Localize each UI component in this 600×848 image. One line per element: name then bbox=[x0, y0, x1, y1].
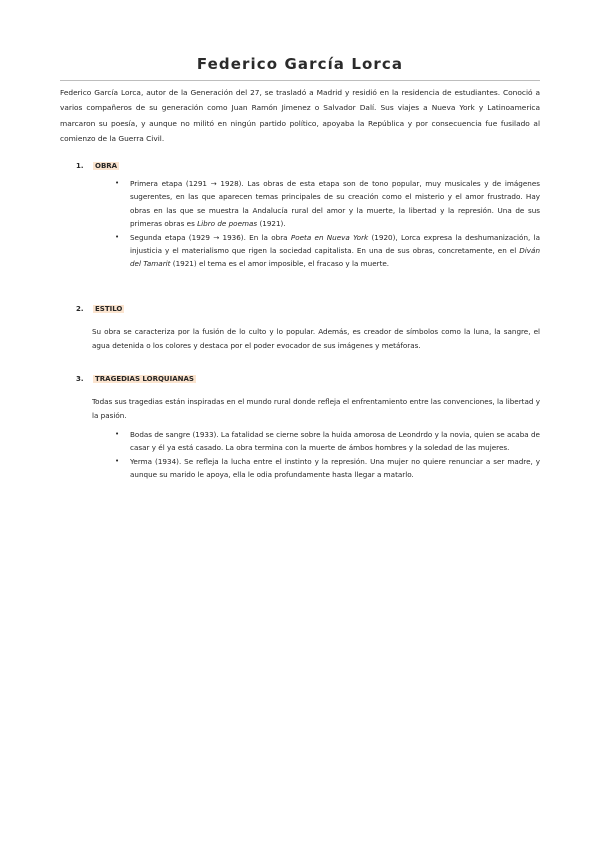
work-title: Poeta en Nueva York bbox=[290, 232, 369, 242]
bullet-lead: Yerma (1934). bbox=[130, 457, 182, 467]
intro-paragraph: Federico García Lorca, autor de la Generación del 27, se trasladó a Madrid y residió en la residencia de estudiantes. Conoció a varios compañeros de su generación como Juan Ramón Jimenez o Salvador Dalí. Sus viajes a Nueva York y Latinoamerica marcaron su poesía, y aunque no militó en ningún partido político, apoyaba la República y por consecuencia fue fusilado al comienzo de la Guerra Civil. bbox=[60, 88, 540, 143]
work-title: Diván del Tamarit bbox=[130, 245, 540, 269]
bullet-icon: • bbox=[115, 430, 120, 438]
bullet-icon: • bbox=[115, 232, 120, 241]
bullet-lead: Segunda etapa (1929 → 1936). bbox=[130, 232, 246, 242]
estilo-paragraph: Su obra se caracteriza por la fusión de lo culto y lo popular. Además, es creador de símbolos como la luna, la sangre, el agua detenida o los colores y destaca por el poder evocador de sus imágenes y metáforas. bbox=[92, 327, 540, 350]
list-item bbox=[115, 428, 540, 455]
section-label: ESTILO bbox=[95, 305, 123, 313]
tragedias-bullet-list bbox=[115, 428, 540, 482]
section-number: 1. bbox=[76, 162, 84, 170]
section-number: 3. bbox=[76, 375, 84, 383]
bullet-text: En la obra bbox=[245, 232, 291, 242]
section-label: TRAGEDIAS LORQUIANAS bbox=[95, 375, 194, 383]
list-item bbox=[115, 231, 540, 271]
obra-bullet-list bbox=[115, 177, 540, 271]
tragedias-paragraph: Todas sus tragedias están inspiradas en el mundo rural donde refleja el enfrentamiento entre las convenciones, la libertad y la pasión. bbox=[92, 397, 540, 420]
bullet-text: La fatalidad se cierne sobre la huida amorosa de Leondrdo y la novia, quien se acaba de casar y él ya está casado. La obra termina con la muerte de ámbos hombres y la soledad de las mujeres. bbox=[130, 430, 540, 453]
bullet-lead: Bodas de sangre (1933). bbox=[130, 430, 219, 439]
bullet-text: Se refleja la lucha entre el instinto y la represión. Una mujer no quiere renunciar a ser madre, y aunque su marido le apoya, ella le odia profundamente hasta llegar a matarlo. bbox=[130, 457, 540, 480]
bullet-text: (1921). bbox=[257, 218, 286, 228]
bullet-lead: Primera etapa (1291 → 1928). bbox=[130, 179, 244, 188]
work-title: Libro de poemas bbox=[197, 218, 258, 228]
bullet-text: (1921) el tema es el amor imposible, el fracaso y la muerte. bbox=[170, 259, 390, 269]
section-heading-tragedias bbox=[76, 375, 196, 383]
section-label: OBRA bbox=[95, 162, 118, 170]
page-title: Federico García Lorca bbox=[196, 55, 404, 73]
list-item bbox=[115, 455, 540, 482]
section-heading-estilo bbox=[76, 305, 124, 313]
bullet-icon: • bbox=[115, 179, 120, 187]
bullet-text: (1920), Lorca expresa la deshumanización, la injusticia y el materialismo que rigen la sociedad capitalista. En una de sus obras, concretamente, en el bbox=[130, 232, 540, 255]
bullet-icon: • bbox=[115, 457, 120, 466]
title-divider bbox=[60, 80, 540, 81]
list-item bbox=[115, 177, 540, 230]
bullet-text: Las obras de esta etapa son de tono popular, muy musicales y de imágenes sugerentes, en las que aparecen temas principales de su creación como el misterio y el amor frustrado. Hay obras en las que se muestra la Andalucía rural del amor y la muerte, la libertad y la represión. Una de sus primeras obras es bbox=[130, 179, 540, 228]
section-heading-obra bbox=[76, 162, 119, 170]
section-number: 2. bbox=[76, 305, 84, 313]
